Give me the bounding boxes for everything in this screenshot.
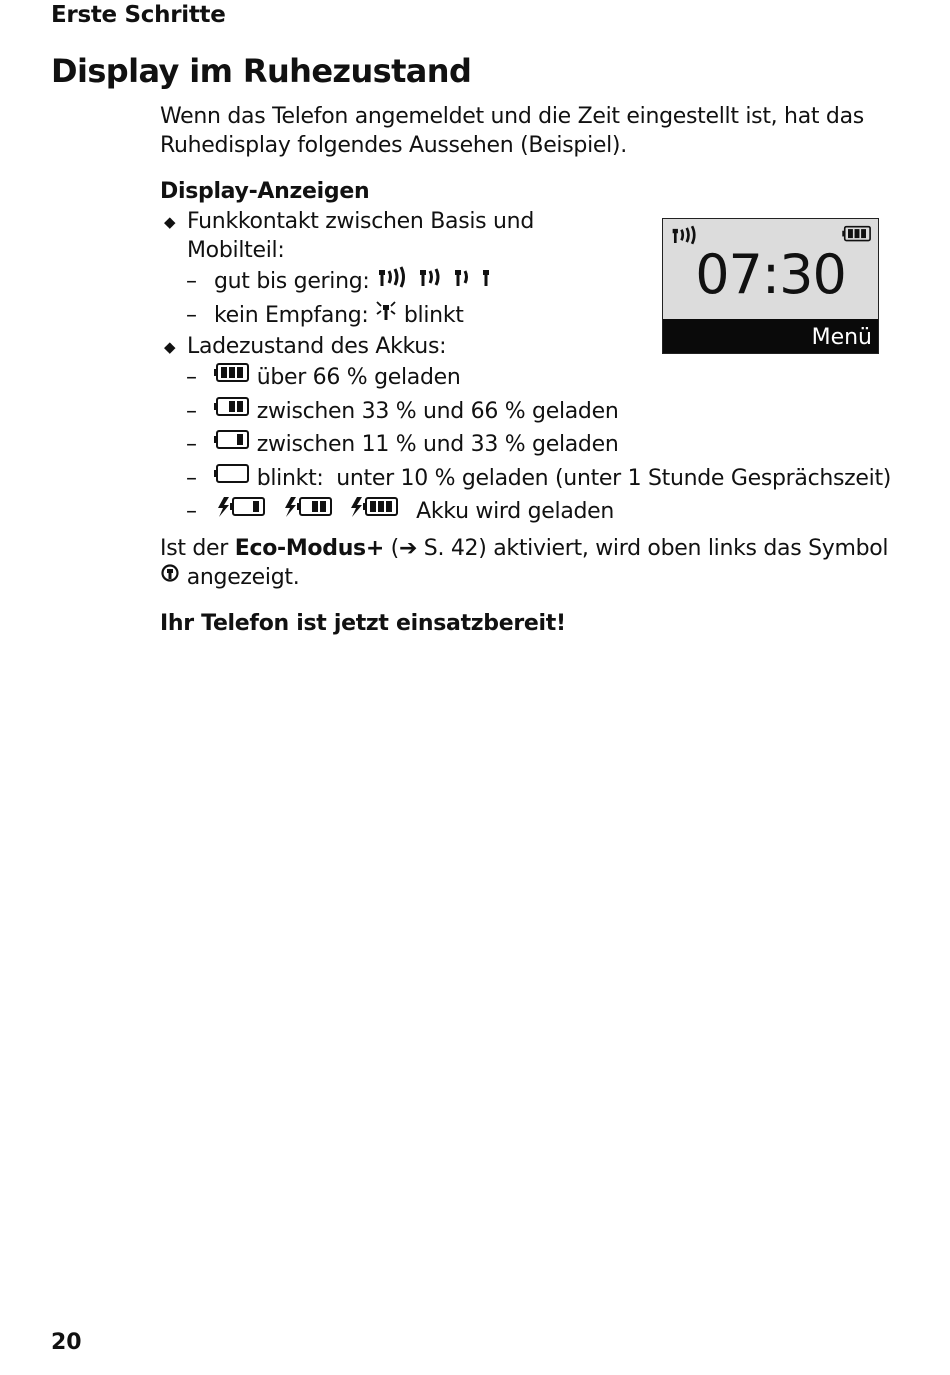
radio-item-none-text: kein Empfang: <box>214 302 369 328</box>
signal-3-icon <box>417 265 445 299</box>
dash-mark: – <box>186 432 197 457</box>
eco-page-ref: S. 42) aktiviert, wird oben links das Symbol <box>417 535 889 561</box>
signal-1-icon <box>480 265 494 299</box>
dash-mark: – <box>186 302 197 328</box>
section-title: Display-Anzeigen <box>160 179 370 204</box>
page-title: Display im Ruhezustand <box>51 52 472 90</box>
battery-item-charging-text: Akku wird geladen <box>416 499 615 524</box>
chapter-header: Erste Schritte <box>51 2 226 28</box>
battery-empty-icon <box>214 462 250 496</box>
radio-item-none-suffix: blinkt <box>403 302 464 328</box>
arrow-right-icon: ➔ <box>398 535 418 561</box>
ready-message: Ihr Telefon ist jetzt einsatzbereit! <box>160 610 566 636</box>
battery-one-third-icon <box>214 428 250 462</box>
battery-item-empty-text: unter 10 % geladen (unter 1 Stunde Gesprächszeit) <box>336 465 892 491</box>
dash-mark: – <box>186 499 197 524</box>
battery-two-thirds-icon <box>214 395 250 429</box>
signal-4-icon <box>376 265 410 299</box>
dash-mark: – <box>186 269 197 294</box>
battery-item-low <box>160 428 900 462</box>
eco-mode-icon <box>160 563 180 593</box>
battery-charging-1-icon <box>214 495 266 529</box>
display-time: 07:30 <box>695 243 846 306</box>
battery-item-charging <box>160 495 900 529</box>
phone-idle-display <box>662 218 879 354</box>
dash-mark: – <box>186 398 197 424</box>
eco-text-post: angezeigt. <box>186 564 300 590</box>
page-number: 20 <box>51 1330 82 1355</box>
radio-item-good-text: gut bis gering: <box>214 269 370 294</box>
intro-text: Wenn das Telefon angemeldet und die Zeit eingestellt ist, hat das Ruhedisplay folgendes Aussehen (Beispiel). <box>160 104 864 158</box>
diamond-bullet-icon: ◆ <box>164 213 176 231</box>
eco-mode-paragraph <box>160 534 900 593</box>
battery-charging-3-icon <box>347 495 399 529</box>
battery-item-empty <box>160 462 900 496</box>
battery-item-medium <box>160 395 900 429</box>
battery-item-medium-text: zwischen 33 % und 66 % geladen <box>256 398 619 424</box>
battery-full-icon <box>214 361 250 395</box>
eco-mode-term: Eco-Modus+ <box>234 535 384 561</box>
dash-mark: – <box>186 465 197 491</box>
battery-item-full <box>160 361 900 395</box>
battery-item-low-text: zwischen 11 % und 33 % geladen <box>256 432 619 457</box>
menu-softkey: Menü <box>811 325 872 350</box>
eco-text-mid: ( <box>383 535 399 561</box>
eco-text-pre: Ist der <box>160 535 235 561</box>
dash-mark: – <box>186 365 197 390</box>
battery-charging-2-icon <box>281 495 333 529</box>
softkey-bar <box>663 319 878 353</box>
bullet-battery-text: Ladezustand des Akkus: <box>187 334 447 359</box>
diamond-bullet-icon: ◆ <box>164 338 176 356</box>
battery-item-full-text: über 66 % geladen <box>256 365 461 390</box>
main-content <box>160 102 900 638</box>
signal-2-icon <box>452 265 474 299</box>
bullet-radio-text: Funkkontakt zwischen Basis und Mobilteil: <box>187 209 534 263</box>
battery-item-empty-prefix: blinkt: <box>256 465 324 491</box>
no-signal-icon <box>375 299 397 333</box>
